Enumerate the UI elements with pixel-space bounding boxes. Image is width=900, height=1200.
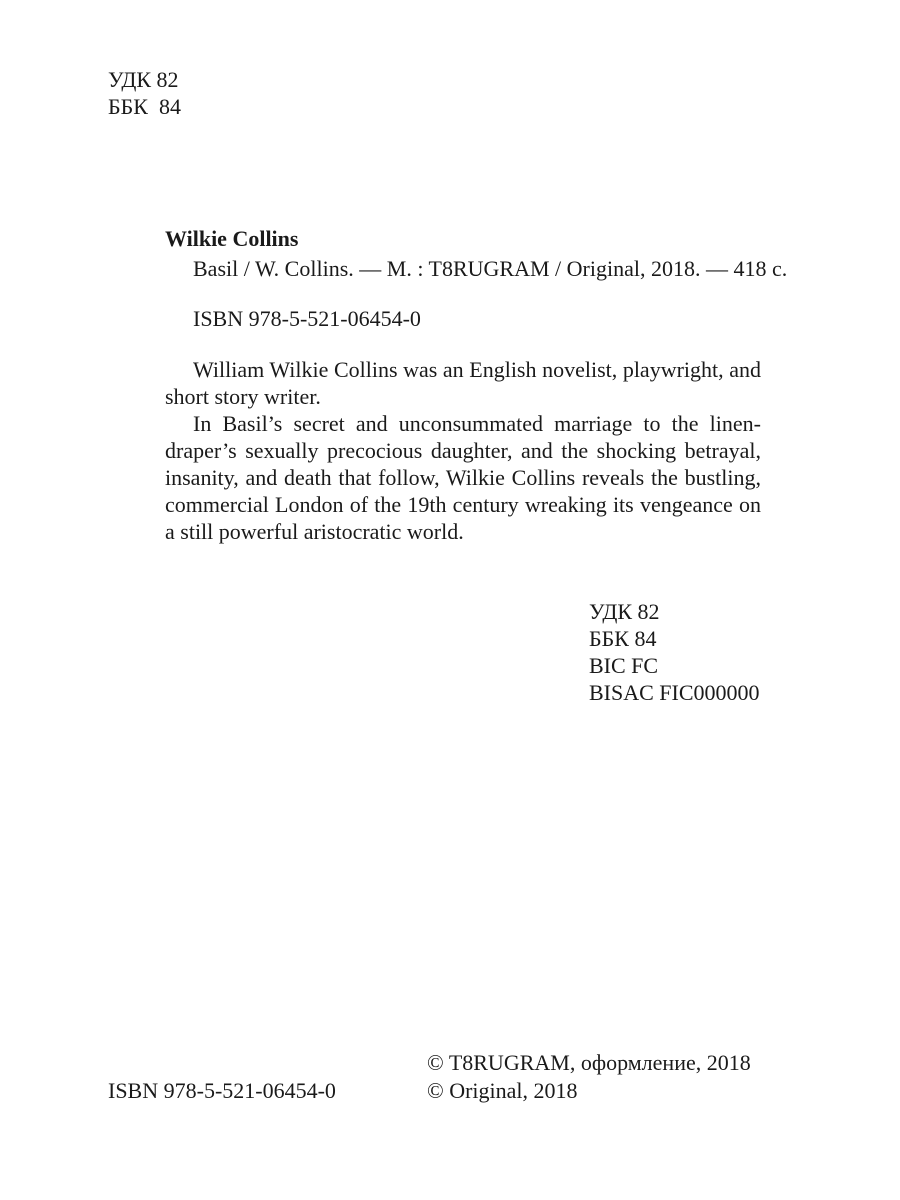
footer-isbn: ISBN 978-5-521-06454-0 [108, 1078, 336, 1103]
class-bbk: ББК 84 [589, 626, 657, 651]
abstract [165, 356, 761, 545]
class-udk: УДК 82 [589, 599, 660, 624]
top-udk: УДК 82 [108, 67, 179, 92]
abstract-paragraph-1: William Wilkie Collins was an English novelist, playwright, and short story writer. [165, 357, 761, 409]
abstract-paragraph-2: In Basil’s secret and unconsummated marriage to the linendraper’s sexually precocious daughter, and the shocking betrayal, insanity, and death that follow, Wilkie Collins reveals the bustling, commercial London of the 19th century wreaking its vengeance on a still powerful aristocratic world. [165, 411, 761, 544]
footer-copyright-design: © T8RUGRAM, оформление, 2018 [427, 1050, 751, 1075]
citation-isbn: ISBN 978-5-521-06454-0 [193, 306, 421, 331]
author-name: Wilkie Collins [165, 226, 299, 251]
class-bic: BIC FC [589, 653, 659, 678]
class-bisac: BISAC FIC000000 [589, 680, 760, 705]
bibliographic-entry: Basil / W. Collins. — M. : T8RUGRAM / Original, 2018. — 418 с. [193, 256, 788, 281]
top-bbk: ББК 84 [108, 94, 181, 119]
footer-copyright-original: © Original, 2018 [427, 1078, 578, 1103]
